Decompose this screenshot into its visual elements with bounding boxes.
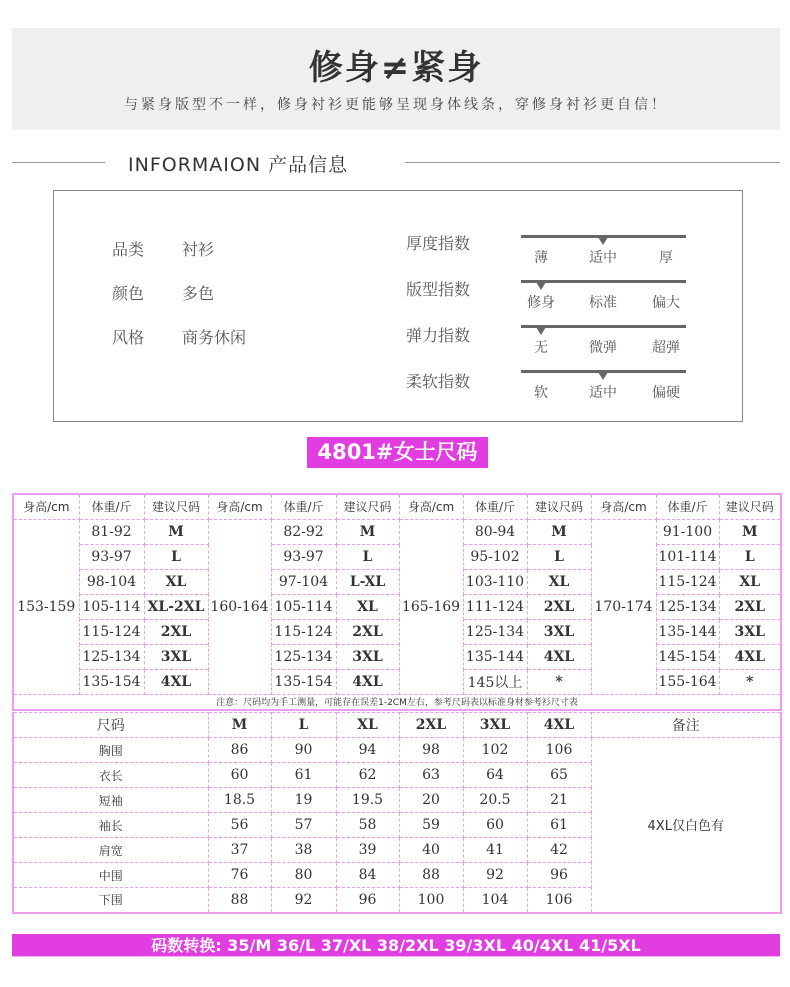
measure-value: 65 (527, 763, 591, 788)
index-label: 厚度指数 (406, 234, 471, 253)
recommended-size: L (336, 544, 399, 569)
attribute-label: 风格 (112, 328, 145, 347)
measure-value: 38 (271, 838, 336, 863)
table-header-row (13, 494, 781, 519)
measure-value: 20 (399, 788, 463, 813)
measure-value: 19 (271, 788, 336, 813)
weight-range: 105-114 (79, 594, 144, 619)
attribute-label: 颜色 (112, 284, 145, 303)
weight-range: 101-114 (656, 544, 719, 569)
measure-value: 96 (336, 888, 399, 913)
recommended-size: L (144, 544, 208, 569)
measure-name: 胸围 (13, 738, 208, 763)
measure-value: 98 (399, 738, 463, 763)
weight-range: 115-124 (79, 619, 144, 644)
index-label: 柔软指数 (406, 372, 471, 391)
measure-value: 88 (399, 863, 463, 888)
weight-range: 135-144 (656, 619, 719, 644)
recommended-size: * (527, 669, 591, 694)
measure-value: 19.5 (336, 788, 399, 813)
measure-value: 63 (399, 763, 463, 788)
weight-range: 145-154 (656, 644, 719, 669)
column-header: 体重/斤 (79, 494, 144, 519)
weight-range: 115-124 (656, 569, 719, 594)
attribute-value: 衬衫 (182, 240, 215, 259)
index-label: 版型指数 (406, 280, 471, 299)
column-header: 建议尺码 (144, 494, 208, 519)
measure-value: 21 (527, 788, 591, 813)
weight-range: 135-144 (463, 644, 527, 669)
recommended-size: L (719, 544, 781, 569)
measure-value: 42 (527, 838, 591, 863)
measure-value: 64 (463, 763, 527, 788)
recommended-size: M (144, 519, 208, 544)
measure-value: 106 (527, 888, 591, 913)
measure-value: 20.5 (463, 788, 527, 813)
column-header: 身高/cm (399, 494, 463, 519)
divider-right (405, 162, 780, 163)
index-scale (521, 325, 686, 365)
recommended-size: 3XL (719, 619, 781, 644)
recommended-size: L-XL (336, 569, 399, 594)
recommended-size: 2XL (527, 594, 591, 619)
weight-range: 135-154 (271, 669, 336, 694)
measure-row (13, 738, 781, 763)
measure-value: 60 (463, 813, 527, 838)
weight-range: 145以上 (463, 669, 527, 694)
measure-value: 39 (336, 838, 399, 863)
measure-value: 104 (463, 888, 527, 913)
weight-range: 95-102 (463, 544, 527, 569)
measure-name: 中围 (13, 863, 208, 888)
size-conversion-banner: 码数转换: 35/M 36/L 37/XL 38/2XL 39/3XL 40/4XL 41/5XL (12, 934, 780, 957)
weight-range: 125-134 (79, 644, 144, 669)
scale-option: 微弹 (589, 340, 617, 356)
scale-option: 无 (534, 340, 548, 356)
measure-name: 短袖 (13, 788, 208, 813)
height-range: 153-159 (13, 519, 79, 694)
column-header: 建议尺码 (719, 494, 781, 519)
column-header: 建议尺码 (336, 494, 399, 519)
recommended-size: XL-2XL (144, 594, 208, 619)
weight-range: 103-110 (463, 569, 527, 594)
measure-value: 80 (271, 863, 336, 888)
scale-marker-icon (598, 372, 608, 380)
size-header: 4XL (527, 713, 591, 738)
measure-value: 18.5 (208, 788, 271, 813)
scale-option: 厚 (659, 250, 673, 266)
scale-option: 偏硬 (652, 385, 680, 401)
scale-option: 适中 (589, 385, 617, 401)
measure-value: 96 (527, 863, 591, 888)
scale-option: 修身 (527, 295, 555, 311)
size-recommendation-table (12, 493, 782, 711)
measure-value: 92 (271, 888, 336, 913)
column-header: 身高/cm (591, 494, 656, 519)
recommended-size: L (527, 544, 591, 569)
measure-name: 衣长 (13, 763, 208, 788)
size-header: XL (336, 713, 399, 738)
measure-value: 90 (271, 738, 336, 763)
recommended-size: XL (336, 594, 399, 619)
measure-value: 58 (336, 813, 399, 838)
weight-range: 105-114 (271, 594, 336, 619)
weight-range: 155-164 (656, 669, 719, 694)
divider-left (12, 162, 105, 163)
size-chart-title: 4801#女士尺码表 (307, 437, 488, 468)
size-header: M (208, 713, 271, 738)
scale-marker-icon (598, 237, 608, 245)
weight-range: 82-92 (271, 519, 336, 544)
table-row (13, 569, 781, 594)
measure-header-row (13, 713, 781, 738)
measurement-table (12, 712, 782, 914)
table-row (13, 544, 781, 569)
weight-range: 91-100 (656, 519, 719, 544)
column-header: 体重/斤 (271, 494, 336, 519)
info-heading: INFORMAION 产品信息 (128, 154, 349, 176)
measure-value: 88 (208, 888, 271, 913)
table-row (13, 669, 781, 694)
scale-marker-icon (536, 327, 546, 335)
recommended-size: 3XL (527, 619, 591, 644)
scale-option: 软 (534, 385, 548, 401)
size-header: L (271, 713, 336, 738)
recommended-size: M (719, 519, 781, 544)
index-scale (521, 235, 686, 275)
attribute-value: 商务休闲 (182, 328, 247, 347)
table-row (13, 594, 781, 619)
measure-value: 84 (336, 863, 399, 888)
recommended-size: 3XL (336, 644, 399, 669)
weight-range: 111-124 (463, 594, 527, 619)
scale-option: 适中 (589, 250, 617, 266)
column-header: 身高/cm (208, 494, 271, 519)
remark-header: 备注 (591, 713, 781, 738)
size-note: 注意：尺码均为手工测量，可能存在误差1-2CM左右，参考尺码表以标准身材参考衫尺寸表 (13, 694, 781, 710)
table-row (13, 644, 781, 669)
recommended-size: 4XL (144, 669, 208, 694)
scale-option: 超弹 (652, 340, 680, 356)
index-scale (521, 370, 686, 410)
attribute-label: 品类 (112, 240, 145, 259)
measure-value: 102 (463, 738, 527, 763)
recommended-size: M (336, 519, 399, 544)
height-range: 165-169 (399, 519, 463, 694)
table-row (13, 519, 781, 544)
measure-value: 92 (463, 863, 527, 888)
index-scale (521, 280, 686, 320)
column-header: 体重/斤 (463, 494, 527, 519)
measure-name: 下围 (13, 888, 208, 913)
recommended-size: 2XL (336, 619, 399, 644)
weight-range: 125-134 (656, 594, 719, 619)
weight-range: 80-94 (463, 519, 527, 544)
size-header: 3XL (463, 713, 527, 738)
weight-range: 125-134 (271, 644, 336, 669)
weight-range: 115-124 (271, 619, 336, 644)
measure-value: 94 (336, 738, 399, 763)
attribute-value: 多色 (182, 284, 215, 303)
banner-subtitle: 与紧身版型不一样，修身衬衫更能够呈现身体线条，穿修身衬衫更自信！ (124, 97, 668, 113)
remark: 4XL仅白色有 (591, 738, 781, 913)
measure-name: 肩宽 (13, 838, 208, 863)
measure-header: 尺码 (13, 713, 208, 738)
recommended-size: 4XL (527, 644, 591, 669)
measure-value: 41 (463, 838, 527, 863)
index-label: 弹力指数 (406, 326, 471, 345)
scale-option: 标准 (589, 295, 617, 311)
weight-range: 93-97 (79, 544, 144, 569)
recommended-size: 3XL (144, 644, 208, 669)
weight-range: 135-154 (79, 669, 144, 694)
weight-range: 97-104 (271, 569, 336, 594)
measure-value: 61 (271, 763, 336, 788)
measure-value: 57 (271, 813, 336, 838)
scale-option: 偏大 (652, 295, 680, 311)
measure-value: 76 (208, 863, 271, 888)
measure-value: 86 (208, 738, 271, 763)
measure-value: 37 (208, 838, 271, 863)
weight-range: 81-92 (79, 519, 144, 544)
weight-range: 93-97 (271, 544, 336, 569)
recommended-size: * (719, 669, 781, 694)
recommended-size: XL (527, 569, 591, 594)
recommended-size: M (527, 519, 591, 544)
note-row (13, 694, 781, 710)
column-header: 体重/斤 (656, 494, 719, 519)
weight-range: 98-104 (79, 569, 144, 594)
height-range: 170-174 (591, 519, 656, 694)
weight-range: 125-134 (463, 619, 527, 644)
column-header: 建议尺码 (527, 494, 591, 519)
size-header: 2XL (399, 713, 463, 738)
recommended-size: XL (144, 569, 208, 594)
scale-marker-icon (536, 282, 546, 290)
measure-value: 59 (399, 813, 463, 838)
measure-value: 56 (208, 813, 271, 838)
scale-option: 薄 (534, 250, 548, 266)
recommended-size: 4XL (719, 644, 781, 669)
slogan-banner (12, 28, 780, 130)
measure-value: 62 (336, 763, 399, 788)
recommended-size: XL (719, 569, 781, 594)
measure-value: 60 (208, 763, 271, 788)
measure-value: 61 (527, 813, 591, 838)
measure-value: 106 (527, 738, 591, 763)
product-info-box (53, 190, 743, 422)
measure-value: 40 (399, 838, 463, 863)
banner-title: 修身≠紧身 (308, 48, 484, 88)
measure-value: 100 (399, 888, 463, 913)
recommended-size: 4XL (336, 669, 399, 694)
height-range: 160-164 (208, 519, 271, 694)
column-header: 身高/cm (13, 494, 79, 519)
recommended-size: 2XL (144, 619, 208, 644)
recommended-size: 2XL (719, 594, 781, 619)
measure-name: 袖长 (13, 813, 208, 838)
table-row (13, 619, 781, 644)
